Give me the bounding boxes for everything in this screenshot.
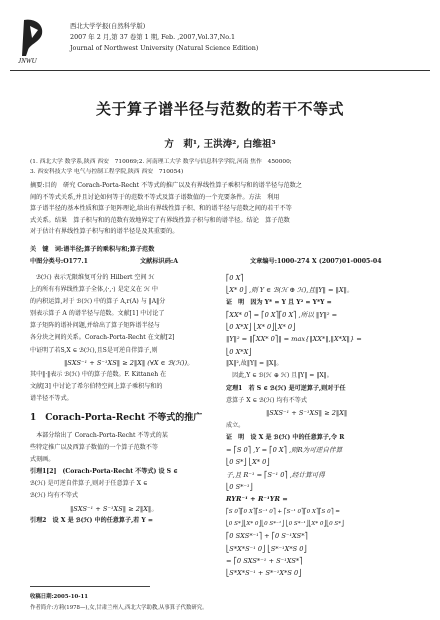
- text-line: 中证明了若S,X ∈ ℬ(ℋ),且S是可逆自伴算子,则: [30, 346, 158, 354]
- keywords: 关 键 词:谱半径;算子的乘积与和;算子范数: [30, 246, 155, 253]
- text-line: 上的所有有界线性算子全体,⟨·,·⟩ 是定义在 ℋ 中: [30, 286, 158, 294]
- matrix-line: ⎡0 X⎤: [226, 274, 244, 282]
- paper-title: 关于算子谱半径与范数的若干不等式: [95, 100, 344, 118]
- text-line: 各分块之间的关系。Corach-Porta-Recht 在文献[2]: [30, 334, 175, 342]
- abstract-line: 对于估计有界线性算子积与和的谱半径是及其重要的。: [30, 228, 179, 236]
- matrix-line: ⎡XX* 0⎤ = ⎡0 X⎤⎡0 X⎤ ,所以 ‖Y‖² =: [226, 310, 338, 319]
- text-line: 算子矩阵的谱补问题,并给出了算子矩阵谱半径与: [30, 322, 160, 330]
- lemma-1: 引理1[2] (Corach-Porta-Recht 不等式) 设 S ∈: [30, 468, 178, 476]
- text-line: 些特定推广以及西算子数值的一个算子范数不等: [30, 444, 158, 452]
- text-line: 成立。: [226, 421, 245, 429]
- journal-name: 西北大学学报(自然科学版): [70, 22, 146, 30]
- section-1-body: [30, 430, 216, 527]
- matrix-line: ⎡0 SXS*⁻¹⎤ + ⎡0 S⁻¹XS*⎤: [226, 532, 308, 541]
- proof-line: 证 明 设 X 是 ℬ(ℋ) 中的任意算子,令 R: [226, 433, 345, 441]
- footnote-rule: [30, 586, 150, 587]
- journal-issue: 2007 年 2 月,第 37 卷第 1 期, Feb. ,2007,Vol.37,No.1: [70, 33, 236, 41]
- text-line: 的内积运算,对于 ℬ(ℋ) 中的算子 A,r(A) 与 ‖A‖分: [30, 298, 166, 306]
- clc-number: 中图分类号:O177.1: [30, 258, 88, 265]
- text-line: 本部分给出了 Corach-Porta-Recht 不等式的某: [30, 432, 168, 439]
- abstract-line: 间的不等式关系,并且讨论如何等于的范数不等式及算子谱数值的一个充要条件。方法 利用: [30, 193, 280, 201]
- matrix-line: ⎣S*X*S⁻¹ + S*⁻¹X*S 0⎦: [226, 569, 302, 578]
- text-line: 别表示算子 A 的谱半径与范数。文献[1] 中讨论了: [30, 310, 165, 318]
- abstract-line: 式关系。结果 算子积与和的范数有效地界定了有界线性算子积与和的谱半径。结论 算子范数: [30, 216, 290, 224]
- matrix-line: ⎣0 S*⎦⎣X* 0⎦⎣0 S*⁻¹⎦ ⎣0 S*⁻¹⎦⎣X* 0⎦⎣0 S*⎦: [226, 520, 344, 527]
- matrix-line: = ⎡0 SXS*⁻¹ + S⁻¹XS*⎤: [226, 556, 303, 565]
- equation: ‖SXS⁻¹ + S⁻¹XS‖ ≥ 2‖X‖。: [70, 504, 158, 513]
- text-line: 意算子 X ∈ ℬ(ℋ) 均有不等式: [226, 396, 307, 404]
- journal-english: Journal of Northwest University (Natural Science Edition): [70, 44, 259, 52]
- section-heading: 1 Corach-Porta-Recht 不等式的推广: [30, 413, 203, 423]
- abstract-line: 摘要:目的 研究 Corach-Porta-Recht 不等式的推广以及有界线性算子乘积与和的谱半径与范数之: [30, 182, 302, 189]
- affiliation-line-2: 3. 西安科技大学 电气与控制工程学院,陕西 西安 710054): [30, 169, 184, 175]
- proof-line: 证 明 因为 Y* = Y 且 Y² = Y*Y =: [226, 298, 332, 306]
- equation: ‖SXS⁻¹ + S⁻¹XS‖ ≥ 2‖X‖: [266, 409, 348, 418]
- text-line: ℬ(ℋ) 均有不等式: [30, 492, 78, 500]
- matrix-line: ⎣0 X*X⎦: [226, 347, 252, 356]
- equation: RYR⁻¹ + R⁻¹YR =: [226, 495, 288, 504]
- abstract: [30, 180, 410, 238]
- text-line: 式刻画。: [30, 456, 55, 464]
- matrix-line: ⎣0 S*⁻¹⎦: [226, 483, 253, 492]
- text-line: ℬ(ℋ) 表示无限维复可分的 Hilbert 空间 ℋ: [30, 274, 155, 281]
- matrix-line: ⎣S*X*S⁻¹ 0⎦ ⎣S*⁻¹X*S 0⎦: [226, 544, 307, 553]
- abstract-line: 算子谱半径的基本性质和算子矩阵理论,给出有界线性算子积、和的谱半径与范数之间的若干不等: [30, 205, 292, 213]
- authors: 方 莉¹, 王洪涛², 白维祖³: [164, 139, 276, 150]
- article-number: 文章编号:1000-274 X (2007)01-0005-04: [250, 258, 382, 265]
- text-line: ‖X‖²,故‖Y‖ = ‖X‖。: [226, 360, 283, 368]
- theorem-1: 定理1 若 S ∈ ℬ(ℋ) 是可逆算子,则对于任: [226, 384, 346, 392]
- logo-text: JNWU: [18, 57, 37, 64]
- matrix-line: ⎡S 0⎤⎡0 X⎤⎡S⁻¹ 0⎤ + ⎡S⁻¹ 0⎤⎡0 X⎤⎡S 0⎤ =: [226, 508, 340, 515]
- text-line: 其中‖·‖表示 ℬ(ℋ) 中的算子范数。F. Kittaneh 在: [30, 370, 167, 378]
- author-bio: 作者简介:方莉(1978—),女,甘肃兰州人,西北大学助教,从事算子代数研究。: [30, 605, 208, 611]
- document-code: 文献标识码:A: [140, 258, 179, 265]
- matrix-line: ⎣X* 0⎦ ,则 Y ∈ ℬ(ℋ ⊕ ℋ),且‖Y‖ = ‖X‖。: [226, 286, 354, 295]
- lemma-2: 引理2 设 X 是 ℬ(ℋ) 中的任意算子,若 Y =: [30, 516, 153, 524]
- text-line: 文献[3] 中讨论了希尔伯特空间上算子乘积与和的: [30, 382, 163, 390]
- intro-paragraph: [30, 272, 216, 405]
- text-line: 谱半径不等式。: [30, 394, 73, 402]
- matrix-line: ⎣0 X*X⎦ ⎣X* 0⎦⎣X* 0⎦: [226, 323, 296, 332]
- text-line: 因此,Y ∈ ℬ(ℋ ⊕ ℋ) 且‖Y‖ = ‖X‖。: [226, 372, 333, 380]
- matrix-line: ‖Y‖² = ‖⎡XX* 0⎤‖ = max{‖XX*‖,‖X*X‖} =: [226, 335, 362, 344]
- matrix-line: ⎣0 S*⎦ ⎣X* 0⎦: [226, 458, 270, 467]
- affiliation-line-1: (1. 西北大学 数学系,陕西 西安 710069;2. 河南理工大学 数学与信息科学学院,河南 焦作 450000;: [30, 159, 292, 165]
- matrix-line: 子,且 R⁻¹ = ⎡S⁻¹ 0⎤ ,经计算可得: [226, 470, 325, 479]
- right-column: [226, 272, 416, 579]
- text-line: ℬ(ℋ) 是可逆自伴算子,则对于任意算子 X ∈: [30, 480, 148, 488]
- equation: ‖SXS⁻¹ + S⁻¹XS‖ ≥ 2‖X‖ (∀X ∈ ℬ(ℋ))。: [64, 358, 194, 367]
- matrix-line: = ⎡S 0⎤ ,Y = ⎡0 X⎤ ,则R为可逆自伴算: [226, 446, 343, 455]
- journal-logo-icon: [16, 16, 56, 64]
- received-date: 收稿日期:2005-10-11: [30, 594, 89, 600]
- header-rule: [10, 70, 430, 71]
